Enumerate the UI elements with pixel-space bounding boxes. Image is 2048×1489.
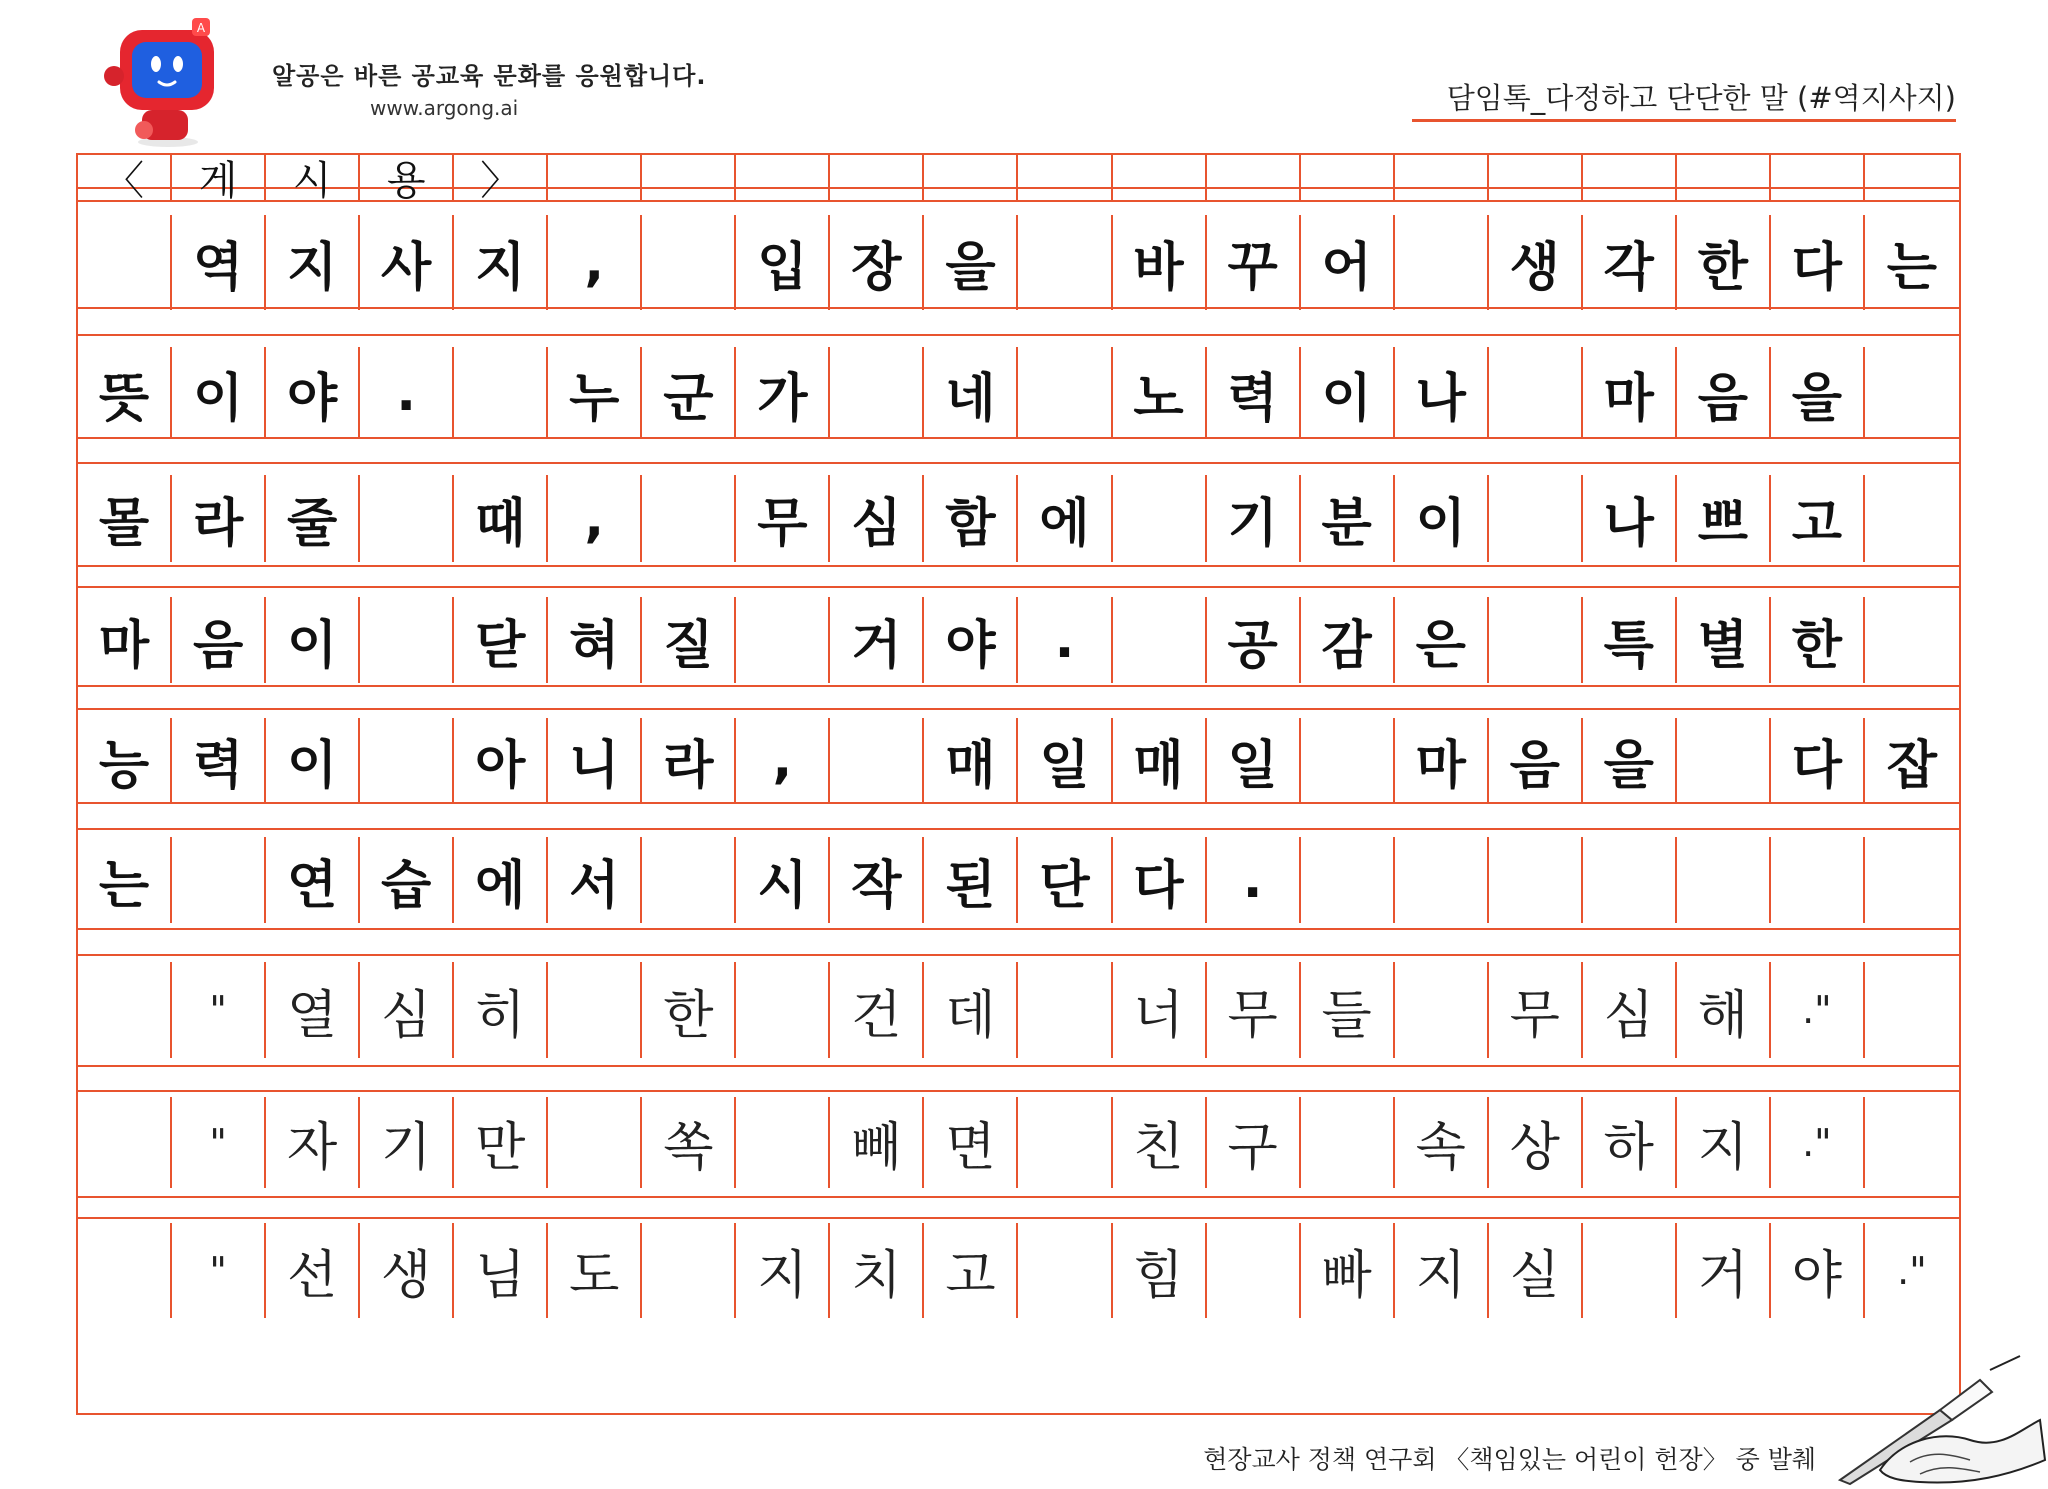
grid-cell: 선 bbox=[266, 1223, 360, 1318]
grid-cell bbox=[1865, 837, 1959, 923]
grid-cell: 특 bbox=[1583, 597, 1677, 683]
grid-row-gap bbox=[78, 307, 1959, 336]
grid-cell: 고 bbox=[1771, 475, 1865, 562]
grid-cell: 속 bbox=[1395, 1097, 1489, 1188]
grid-cell: 이 bbox=[1301, 347, 1395, 439]
grid-row bbox=[78, 1097, 1959, 1188]
grid-row-gap bbox=[78, 928, 1959, 955]
grid-cell bbox=[1207, 155, 1301, 200]
grid-cell bbox=[1865, 347, 1959, 439]
grid-cell bbox=[1395, 155, 1489, 200]
grid-cell bbox=[454, 347, 548, 439]
grid-cell: 무 bbox=[1489, 962, 1583, 1058]
grid-cell: 너 bbox=[1113, 962, 1207, 1058]
grid-cell bbox=[1583, 837, 1677, 923]
grid-cell bbox=[360, 475, 454, 562]
grid-row bbox=[78, 962, 1959, 1058]
grid-cell: 아 bbox=[454, 718, 548, 802]
grid-row-gap bbox=[78, 802, 1959, 829]
grid-cell: 라 bbox=[172, 475, 266, 562]
grid-cell: 게 bbox=[172, 155, 266, 200]
robot-mascot-icon bbox=[104, 14, 232, 148]
grid-cell: 나 bbox=[1395, 347, 1489, 439]
grid-cell bbox=[736, 155, 830, 200]
grid-cell bbox=[78, 962, 172, 1058]
grid-cell: ." bbox=[1897, 1248, 1927, 1293]
grid-cell: 에 bbox=[454, 837, 548, 923]
grid-cell: 음 bbox=[172, 597, 266, 683]
grid-cell: 열 bbox=[266, 962, 360, 1058]
svg-text:A: A bbox=[196, 21, 206, 35]
grid-cell: " bbox=[172, 1223, 266, 1318]
grid-cell: 고 bbox=[924, 1223, 1018, 1318]
grid-cell: 력 bbox=[172, 718, 266, 802]
grid-row bbox=[78, 718, 1959, 802]
grid-cell: 니 bbox=[548, 718, 642, 802]
grid-cell bbox=[1489, 837, 1583, 923]
grid-cell: 는 bbox=[78, 837, 172, 923]
grid-cell: 사 bbox=[360, 215, 454, 310]
grid-cell: 다 bbox=[1771, 215, 1865, 310]
grid-cell bbox=[1301, 1097, 1395, 1188]
grid-cell: 에 bbox=[1018, 475, 1112, 562]
grid-cell bbox=[1489, 347, 1583, 439]
grid-cell bbox=[830, 718, 924, 802]
grid-cell bbox=[1207, 1223, 1301, 1318]
grid-cell: 잡 bbox=[1886, 735, 1938, 796]
grid-cell: 역 bbox=[172, 215, 266, 310]
grid-cell: 단 bbox=[1018, 837, 1112, 923]
grid-cell: 뜻 bbox=[78, 347, 172, 439]
grid-cell: 누 bbox=[548, 347, 642, 439]
grid-cell bbox=[548, 962, 642, 1058]
grid-cell: 닫 bbox=[454, 597, 548, 683]
grid-cell bbox=[1395, 962, 1489, 1058]
grid-cell: 히 bbox=[454, 962, 548, 1058]
grid-row-gap bbox=[78, 565, 1959, 587]
grid-cell bbox=[360, 718, 454, 802]
grid-cell: , bbox=[548, 215, 642, 310]
grid-cell bbox=[1113, 597, 1207, 683]
grid-cell: 때 bbox=[454, 475, 548, 562]
grid-cell bbox=[1677, 718, 1771, 802]
grid-cell bbox=[830, 347, 924, 439]
grid-cell: 노 bbox=[1113, 347, 1207, 439]
grid-cell: 한 bbox=[1677, 215, 1771, 310]
grid-cell: 된 bbox=[924, 837, 1018, 923]
grid-cell: 네 bbox=[924, 347, 1018, 439]
grid-cell: 습 bbox=[360, 837, 454, 923]
grid-cell: " bbox=[172, 962, 266, 1058]
grid-cell: 나 bbox=[1583, 475, 1677, 562]
grid-cell bbox=[1677, 155, 1771, 200]
grid-cell bbox=[360, 597, 454, 683]
grid-row-gap bbox=[78, 685, 1959, 710]
source-citation: 현장교사 정책 연구회 〈책임있는 어린이 헌장〉 중 발췌 bbox=[1203, 1445, 1816, 1474]
grid-cell bbox=[1865, 1097, 1959, 1188]
grid-cell: 해 bbox=[1677, 962, 1771, 1058]
grid-cell: 감 bbox=[1301, 597, 1395, 683]
grid-cell: 생 bbox=[360, 1223, 454, 1318]
grid-cell: 한 bbox=[642, 962, 736, 1058]
grid-cell: 무 bbox=[1207, 962, 1301, 1058]
grid-cell: 야 bbox=[924, 597, 1018, 683]
grid-cell: 음 bbox=[1677, 347, 1771, 439]
grid-cell bbox=[1489, 155, 1583, 200]
grid-cell: ." bbox=[1771, 962, 1865, 1058]
grid-cell bbox=[642, 155, 736, 200]
document-title: 담임톡_다정하고 단단한 말 (#역지사지) bbox=[1446, 81, 1956, 115]
grid-cell: 몰 bbox=[78, 475, 172, 562]
grid-row bbox=[78, 837, 1959, 923]
grid-cell: 자 bbox=[266, 1097, 360, 1188]
grid-cell bbox=[1018, 347, 1112, 439]
grid-row bbox=[78, 347, 1959, 439]
grid-cell: 거 bbox=[830, 597, 924, 683]
grid-cell bbox=[1865, 962, 1959, 1058]
grid-cell: 거 bbox=[1677, 1223, 1771, 1318]
grid-cell: . bbox=[1207, 837, 1301, 923]
grid-cell: 야 bbox=[1771, 1223, 1865, 1318]
grid-cell: 줄 bbox=[266, 475, 360, 562]
grid-cell: 지 bbox=[266, 215, 360, 310]
grid-cell: 친 bbox=[1113, 1097, 1207, 1188]
hand-writing-pen-icon bbox=[1820, 1350, 2048, 1489]
grid-cell: 지 bbox=[1677, 1097, 1771, 1188]
grid-row bbox=[78, 215, 1959, 310]
grid-cell: 가 bbox=[736, 347, 830, 439]
grid-cell: 각 bbox=[1583, 215, 1677, 310]
grid-cell bbox=[1301, 155, 1395, 200]
slogan: 알공은 바른 공교육 문화를 응원합니다. bbox=[272, 62, 707, 90]
grid-cell: 데 bbox=[924, 962, 1018, 1058]
grid-cell: 는 bbox=[1886, 238, 1938, 298]
grid-cell bbox=[642, 1223, 736, 1318]
grid-cell: 별 bbox=[1677, 597, 1771, 683]
grid-cell: 하 bbox=[1583, 1097, 1677, 1188]
grid-cell: ." bbox=[1771, 1097, 1865, 1188]
grid-cell bbox=[1018, 962, 1112, 1058]
grid-cell: 지 bbox=[454, 215, 548, 310]
grid-cell: 만 bbox=[454, 1097, 548, 1188]
grid-cell bbox=[1771, 155, 1865, 200]
grid-cell: 입 bbox=[736, 215, 830, 310]
grid-cell: 군 bbox=[642, 347, 736, 439]
grid-cell bbox=[642, 215, 736, 310]
grid-cell: 공 bbox=[1207, 597, 1301, 683]
grid-cell: 도 bbox=[548, 1223, 642, 1318]
grid-cell bbox=[1113, 155, 1207, 200]
grid-cell: 질 bbox=[642, 597, 736, 683]
grid-cell bbox=[1018, 1223, 1112, 1318]
grid-row-gap bbox=[78, 1065, 1959, 1091]
grid-cell bbox=[1865, 155, 1959, 200]
grid-cell: 빼 bbox=[830, 1097, 924, 1188]
grid-cell bbox=[1301, 718, 1395, 802]
grid-cell: 심 bbox=[830, 475, 924, 562]
grid-cell bbox=[78, 1097, 172, 1188]
grid-cell: 구 bbox=[1207, 1097, 1301, 1188]
grid-cell: 바 bbox=[1113, 215, 1207, 310]
grid-cell: 라 bbox=[642, 718, 736, 802]
grid-cell: 쁘 bbox=[1677, 475, 1771, 562]
grid-cell: 서 bbox=[548, 837, 642, 923]
grid-cell bbox=[78, 215, 172, 310]
grid-cell: 시 bbox=[266, 155, 360, 200]
grid-cell: 마 bbox=[1583, 347, 1677, 439]
grid-cell: 이 bbox=[172, 347, 266, 439]
grid-cell: " bbox=[172, 1097, 266, 1188]
grid-cell: 무 bbox=[736, 475, 830, 562]
grid-cell: 다 bbox=[1771, 718, 1865, 802]
grid-cell: 한 bbox=[1771, 597, 1865, 683]
grid-cell: 매 bbox=[1113, 718, 1207, 802]
grid-cell bbox=[1395, 215, 1489, 310]
grid-cell bbox=[1113, 475, 1207, 562]
grid-cell bbox=[924, 155, 1018, 200]
grid-cell bbox=[642, 837, 736, 923]
grid-cell: 이 bbox=[266, 718, 360, 802]
grid-cell: 마 bbox=[1395, 718, 1489, 802]
grid-cell: 심 bbox=[1583, 962, 1677, 1058]
grid-cell: 생 bbox=[1489, 215, 1583, 310]
grid-cell: 이 bbox=[266, 597, 360, 683]
grid-cell: 음 bbox=[1489, 718, 1583, 802]
grid-cell: 들 bbox=[1301, 962, 1395, 1058]
grid-row bbox=[78, 1223, 1959, 1318]
grid-cell: 을 bbox=[1771, 347, 1865, 439]
title-underline bbox=[1412, 119, 1956, 122]
grid-cell: 연 bbox=[266, 837, 360, 923]
grid-cell bbox=[736, 597, 830, 683]
grid-cell: 지 bbox=[736, 1223, 830, 1318]
grid-cell bbox=[1301, 837, 1395, 923]
grid-cell: 〉 bbox=[454, 155, 548, 200]
grid-cell bbox=[736, 1097, 830, 1188]
grid-cell: 을 bbox=[1583, 718, 1677, 802]
grid-cell: 치 bbox=[830, 1223, 924, 1318]
grid-cell bbox=[172, 837, 266, 923]
grid-cell: . bbox=[1018, 597, 1112, 683]
grid-cell bbox=[736, 962, 830, 1058]
grid-cell bbox=[1865, 475, 1959, 562]
grid-cell: 면 bbox=[924, 1097, 1018, 1188]
grid-cell: 마 bbox=[78, 597, 172, 683]
grid-cell: 능 bbox=[78, 718, 172, 802]
grid-cell: 어 bbox=[1301, 215, 1395, 310]
grid-cell: 심 bbox=[360, 962, 454, 1058]
grid-cell: 다 bbox=[1113, 837, 1207, 923]
grid-cell: 작 bbox=[830, 837, 924, 923]
grid-cell bbox=[78, 1223, 172, 1318]
grid-cell: 쏙 bbox=[642, 1097, 736, 1188]
grid-cell: 은 bbox=[1395, 597, 1489, 683]
grid-cell: 분 bbox=[1301, 475, 1395, 562]
grid-cell bbox=[1771, 837, 1865, 923]
grid-row-gap bbox=[78, 437, 1959, 464]
grid-cell: 장 bbox=[830, 215, 924, 310]
grid-cell: . bbox=[360, 347, 454, 439]
grid-cell bbox=[1018, 215, 1112, 310]
grid-cell: 함 bbox=[924, 475, 1018, 562]
grid-cell: 상 bbox=[1489, 1097, 1583, 1188]
grid-cell: 빠 bbox=[1301, 1223, 1395, 1318]
grid-cell: 건 bbox=[830, 962, 924, 1058]
grid-cell: , bbox=[736, 718, 830, 802]
grid-cell: 기 bbox=[360, 1097, 454, 1188]
grid-row-gap bbox=[78, 1196, 1959, 1218]
grid-cell bbox=[1395, 837, 1489, 923]
grid-cell: 일 bbox=[1018, 718, 1112, 802]
grid-cell: 시 bbox=[736, 837, 830, 923]
grid-cell: 력 bbox=[1207, 347, 1301, 439]
grid-cell: 실 bbox=[1489, 1223, 1583, 1318]
grid-cell: 이 bbox=[1395, 475, 1489, 562]
grid-cell: 〈 bbox=[78, 155, 172, 200]
grid-cell: 꾸 bbox=[1207, 215, 1301, 310]
grid-cell bbox=[1583, 155, 1677, 200]
website-url[interactable]: www.argong.ai bbox=[370, 96, 519, 120]
grid-cell bbox=[1677, 837, 1771, 923]
grid-cell: 을 bbox=[924, 215, 1018, 310]
grid-cell: 용 bbox=[360, 155, 454, 200]
grid-cell bbox=[1583, 1223, 1677, 1318]
grid-cell: 지 bbox=[1395, 1223, 1489, 1318]
grid-cell: , bbox=[548, 475, 642, 562]
grid-cell bbox=[1489, 597, 1583, 683]
grid-cell bbox=[1865, 597, 1959, 683]
grid-row bbox=[78, 475, 1959, 562]
grid-cell bbox=[1018, 155, 1112, 200]
grid-cell bbox=[548, 1097, 642, 1188]
grid-cell bbox=[548, 155, 642, 200]
grid-cell bbox=[1018, 1097, 1112, 1188]
grid-row bbox=[78, 597, 1959, 683]
grid-row bbox=[78, 155, 1959, 204]
grid-cell bbox=[830, 155, 924, 200]
grid-cell bbox=[642, 475, 736, 562]
grid-cell: 님 bbox=[454, 1223, 548, 1318]
grid-cell bbox=[1489, 475, 1583, 562]
manuscript-grid bbox=[76, 153, 1961, 1415]
grid-cell: 매 bbox=[924, 718, 1018, 802]
grid-cell: 힘 bbox=[1113, 1223, 1207, 1318]
grid-cell: 혀 bbox=[548, 597, 642, 683]
grid-cell: 일 bbox=[1207, 718, 1301, 802]
grid-cell: 야 bbox=[266, 347, 360, 439]
grid-cell: 기 bbox=[1207, 475, 1301, 562]
